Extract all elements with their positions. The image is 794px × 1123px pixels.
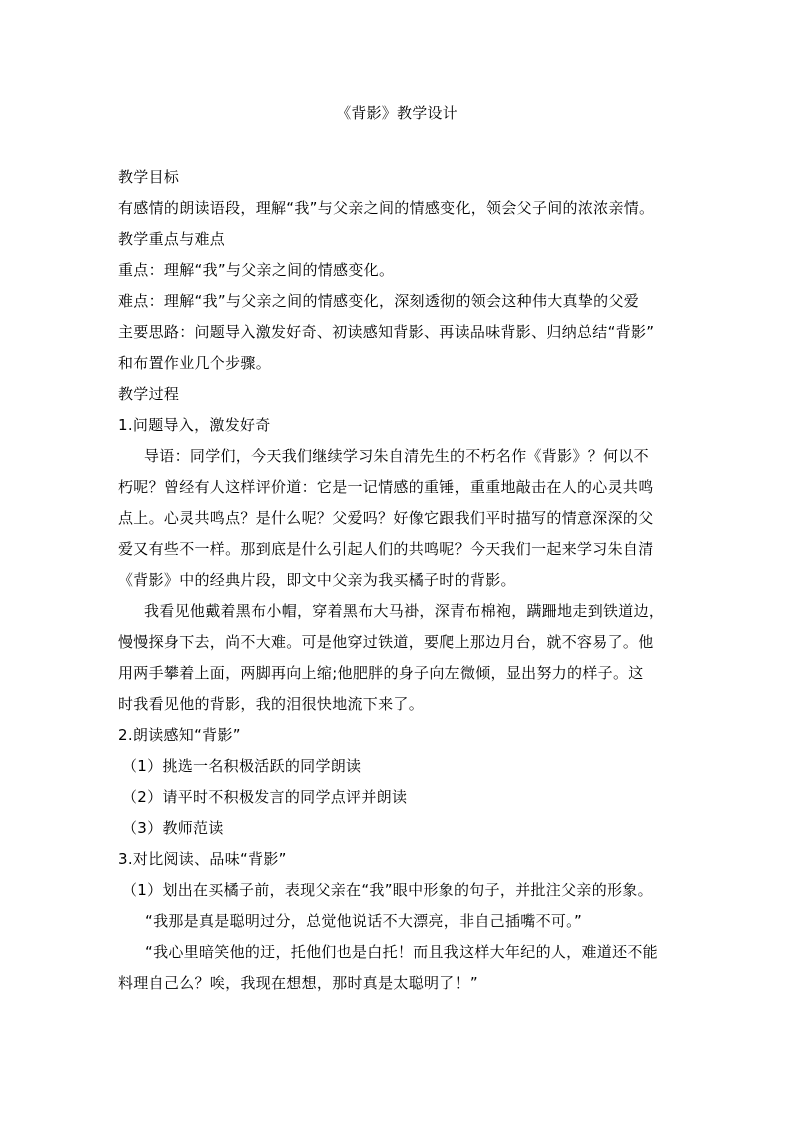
intro-paragraph-line: 《背影》中的经典片段，即文中父亲为我买橘子时的背影。: [118, 571, 516, 589]
heading-key-difficult-points: 教学重点与难点: [118, 230, 226, 248]
difficult-point-text: 难点：理解“我”与父亲之间的情感变化，深刻透彻的领会这种伟大真挚的父爱: [118, 292, 640, 310]
document-title: 《背影》教学设计: [336, 104, 458, 122]
heading-teaching-goals: 教学目标: [118, 168, 180, 186]
key-point-text: 重点：理解“我”与父亲之间的情感变化。: [118, 261, 395, 279]
step-1-heading: 1.问题导入，激发好奇: [118, 416, 271, 434]
intro-paragraph-line: 朽呢？曾经有人这样评价道：它是一记情感的重锤，重重地敲击在人的心灵共鸣: [118, 478, 654, 496]
list-item: （1）划出在买橘子前，表现父亲在“我”眼中形象的句子，并批注父亲的形象。: [122, 881, 653, 899]
intro-paragraph-line: 导语：同学们，今天我们继续学习朱自清先生的不朽名作《背影》？何以不: [144, 447, 649, 465]
quote-line: “我那是真是聪明过分，总觉他说话不大漂亮，非自己插嘴不可。”: [145, 912, 583, 930]
list-item: （2）请平时不积极发言的同学点评并朗读: [122, 788, 408, 806]
teaching-goals-text: 有感情的朗读语段，理解“我”与父亲之间的情感变化，领会父子间的浓浓亲情。: [118, 199, 655, 217]
intro-paragraph-line: 点上。心灵共鸣点？是什么呢？父爱吗？好像它跟我们平时描写的情意深深的父: [118, 509, 654, 527]
main-idea-text: 主要思路：问题导入激发好奇、初读感知背影、再读品味背影、归纳总结“背影”: [118, 323, 655, 341]
main-idea-text-cont: 和布置作业几个步骤。: [118, 354, 272, 372]
heading-teaching-process: 教学过程: [118, 385, 180, 403]
quote-line: “我心里暗笑他的迂，托他们也是白托！而且我这样大年纪的人，难道还不能: [145, 943, 658, 961]
intro-paragraph-line: 爱又有些不一样。那到底是什么引起人们的共鸣呢？今天我们一起来学习朱自清: [118, 540, 654, 558]
excerpt-paragraph-line: 时我看见他的背影，我的泪很快地流下来了。: [118, 695, 425, 713]
list-item: （3）教师范读: [122, 819, 224, 837]
excerpt-paragraph-line: 慢慢探身下去，尚不大难。可是他穿过铁道，要爬上那边月台，就不容易了。他: [118, 633, 654, 651]
step-3-heading: 3.对比阅读、品味“背影”: [118, 850, 287, 868]
step-2-heading: 2.朗读感知“背影”: [118, 726, 241, 744]
document-body: [118, 162, 690, 999]
list-item: （1）挑选一名积极活跃的同学朗读: [122, 757, 362, 775]
quote-line: 料理自己么？唉，我现在想想，那时真是太聪明了！”: [118, 974, 478, 992]
excerpt-paragraph-line: 用两手攀着上面，两脚再向上缩;他肥胖的身子向左微倾，显出努力的样子。这: [118, 664, 644, 682]
excerpt-paragraph-line: 我看见他戴着黑布小帽，穿着黑布大马褂，深青布棉袍，蹒跚地走到铁道边，: [144, 602, 665, 620]
